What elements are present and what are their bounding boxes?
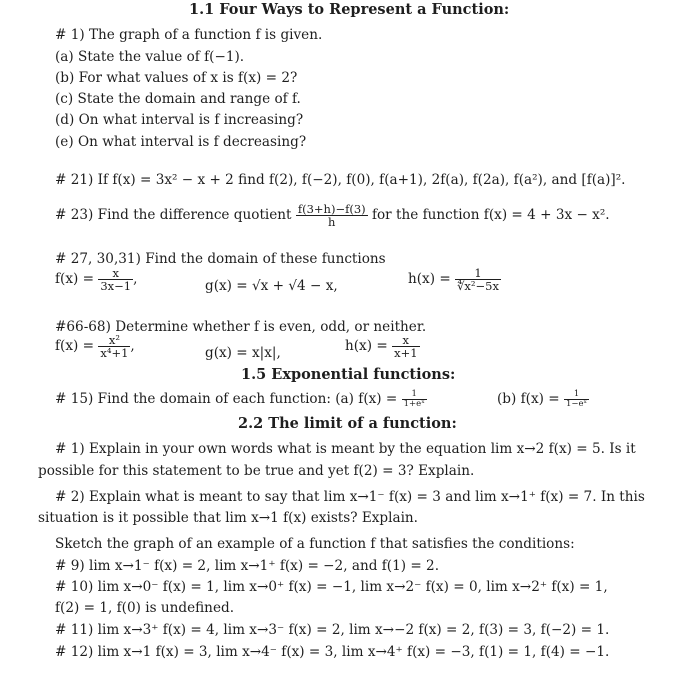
function-f-27: [55, 267, 137, 292]
limit-problem-1: # 1) Explain in your own words what is meant by the equation lim x→2 f(x) = 5. Is it: [55, 441, 636, 457]
function-g-66: g(x) = x|x|,: [205, 345, 281, 361]
limit-problem-10: # 10) lim x→0⁻ f(x) = 1, lim x→0⁺ f(x) = −1, lim x→2⁻ f(x) = 0, lim x→2⁺ f(x) = 1,: [55, 579, 608, 595]
fraction-denominator: x+1: [394, 346, 418, 360]
fraction-denominator: x⁴+1: [100, 346, 129, 360]
problem-23-text: # 23) Find the difference quotient: [55, 207, 292, 223]
fraction: [98, 334, 130, 359]
problem-27: # 27, 30,31) Find the domain of these functions: [55, 251, 386, 267]
problem-23: [55, 203, 610, 228]
limit-problem-11: # 11) lim x→3⁺ f(x) = 4, lim x→3⁻ f(x) = 2, lim x→−2 f(x) = 2, f(3) = 3, f(−2) = 1.: [55, 622, 610, 638]
problem-15-text: # 15) Find the domain of each function: (a) f(x) =: [55, 391, 398, 407]
limit-problem-12: # 12) lim x→1 f(x) = 3, lim x→4⁻ f(x) = 3, lim x→4⁺ f(x) = −3, f(1) = 1, f(4) = −1.: [55, 644, 610, 660]
function-h-27: [408, 267, 501, 292]
problem-23-function: for the function f(x) = 4 + 3x − x².: [371, 207, 610, 223]
fraction-denominator: 1+eˣ: [403, 399, 425, 409]
fraction-denominator: 3x−1: [100, 279, 132, 293]
function-label: f(x) =: [55, 271, 95, 287]
problem-1e: (e) On what interval is f decreasing?: [55, 134, 307, 150]
problem-15b-text: (b) f(x) =: [497, 391, 560, 407]
problem-21: # 21) If f(x) = 3x² − x + 2 find f(2), f(−2), f(0), f(a+1), 2f(a), f(2a), f(a²), and [f(a)]².: [55, 172, 626, 188]
difference-quotient-fraction: [296, 203, 368, 228]
fraction-denominator: h: [328, 215, 336, 229]
section-heading-1-1: 1.1 Four Ways to Represent a Function:: [189, 1, 510, 18]
problem-1d: (d) On what interval is f increasing?: [55, 112, 304, 128]
fraction-numerator: f(3+h)−f(3): [297, 202, 366, 216]
fraction-denominator: 1−eˣ: [565, 399, 588, 409]
fraction-numerator: x: [98, 267, 133, 280]
problem-15: [55, 390, 427, 409]
fraction: [98, 267, 133, 292]
fraction-numerator: 1: [455, 267, 501, 280]
function-f-66: [55, 334, 135, 359]
problem-1a: (a) State the value of f(−1).: [55, 49, 245, 65]
fraction: [455, 267, 501, 292]
problem-1c: (c) State the domain and range of f.: [55, 91, 301, 107]
limit-problem-10-cont: f(2) = 1, f(0) is undefined.: [55, 600, 235, 616]
fraction: [402, 390, 427, 409]
fraction-numerator: x: [392, 334, 419, 347]
problem-66-68: #66-68) Determine whether f is even, odd, or neither.: [55, 319, 427, 335]
function-label: h(x) =: [345, 338, 388, 354]
limit-problem-2: # 2) Explain what is meant to say that lim x→1⁻ f(x) = 3 and lim x→1⁺ f(x) = 7. In this: [55, 489, 645, 505]
problem-1: # 1) The graph of a function f is given.: [55, 27, 323, 43]
sketch-instructions: Sketch the graph of an example of a function f that satisfies the conditions:: [55, 536, 575, 552]
function-g-27: g(x) = √x + √4 − x,: [205, 278, 338, 294]
function-h-66: [345, 334, 420, 359]
limit-problem-9: # 9) lim x→1⁻ f(x) = 2, lim x→1⁺ f(x) = −2, and f(1) = 2.: [55, 558, 440, 574]
fraction-denominator: ∜x²−5x: [457, 279, 499, 293]
section-heading-1-5: 1.5 Exponential functions:: [241, 366, 456, 383]
problem-15b: [497, 390, 589, 409]
section-heading-2-2: 2.2 The limit of a function:: [238, 415, 457, 432]
fraction-numerator: 1: [564, 390, 589, 400]
fraction: [564, 390, 589, 409]
fraction: [392, 334, 419, 359]
limit-problem-1-cont: possible for this statement to be true and yet f(2) = 3? Explain.: [38, 463, 475, 479]
function-label: f(x) =: [55, 338, 95, 354]
separator: ,: [130, 338, 135, 354]
separator: ,: [133, 271, 138, 287]
fraction-numerator: 1: [402, 390, 427, 400]
limit-problem-2-cont: situation is it possible that lim x→1 f(x) exists? Explain.: [38, 510, 419, 526]
fraction-numerator: x²: [98, 334, 130, 347]
problem-1b: (b) For what values of x is f(x) = 2?: [55, 70, 298, 86]
function-label: h(x) =: [408, 271, 451, 287]
